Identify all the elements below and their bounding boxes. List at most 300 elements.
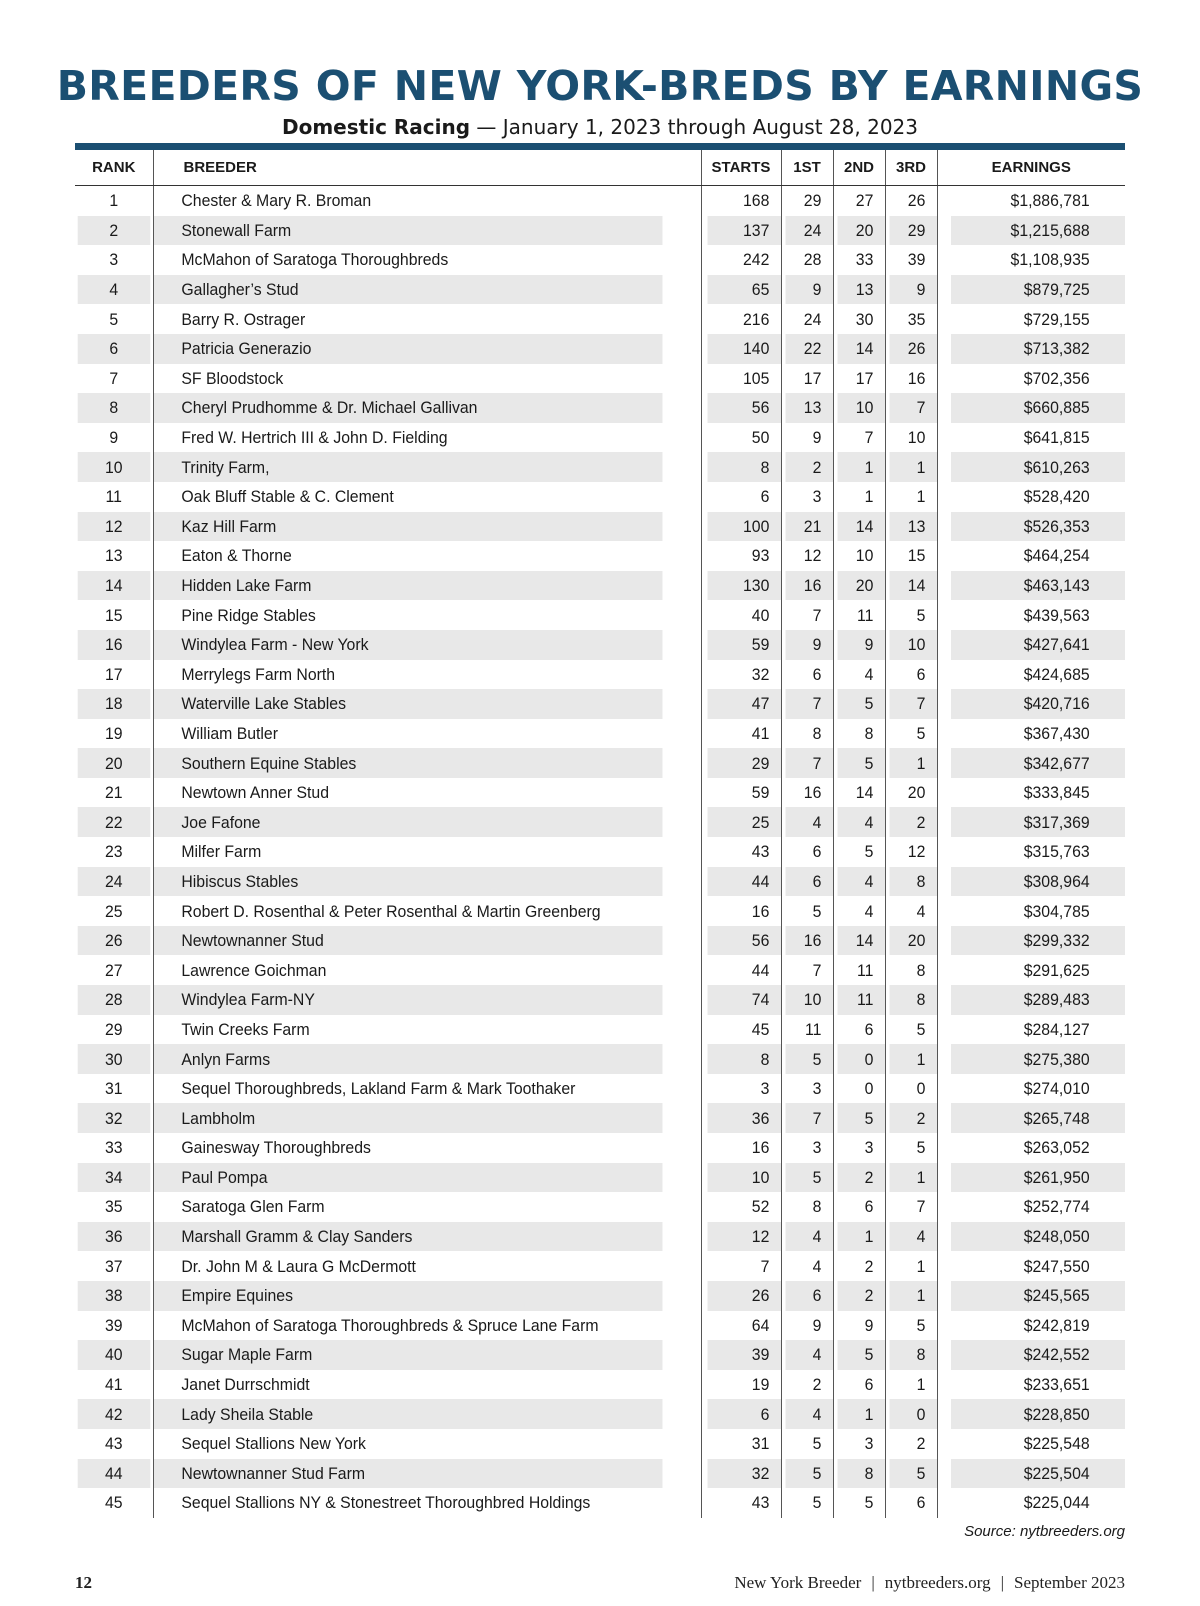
cell-breeder: Gainesway Thoroughbreds [153,1133,663,1163]
table-row [75,186,1125,216]
cell-rank: 12 [78,512,151,542]
cell-2nd: 7 [837,423,885,453]
title-rule [75,143,1125,150]
cell-2nd: 1 [837,452,885,482]
cell-starts: 36 [707,1103,781,1133]
cell-starts: 6 [707,482,781,512]
cell-breeder: Windylea Farm - New York [153,630,663,660]
table-row [75,1311,1125,1341]
cell-1st: 6 [785,660,833,690]
cell-rank: 37 [104,1256,123,1276]
cell-2nd: 10 [837,541,885,571]
table-row [75,1192,1125,1222]
cell-earnings: $304,785 [950,896,1125,926]
cell-2nd: 2 [837,1281,885,1311]
subtitle [0,115,1200,139]
cell-earnings: $317,369 [950,807,1125,837]
cell-3rd: 1 [889,1251,937,1281]
cell-3rd: 20 [889,926,937,956]
footer-date: September 2023 [1014,1573,1125,1592]
header-rank: RANK [75,150,153,186]
cell-starts: 7 [707,1251,781,1281]
cell-earnings: $242,552 [950,1340,1125,1370]
cell-earnings: $247,550 [950,1251,1125,1281]
cell-1st: 17 [785,364,833,394]
cell-1st: 4 [785,1222,833,1252]
cell-1st: 4 [785,1399,833,1429]
cell-3rd: 5 [889,1015,937,1045]
cell-breeder: William Butler [153,719,663,749]
cell-starts: 41 [707,719,781,749]
cell-earnings: $526,353 [950,512,1125,542]
cell-starts: 43 [707,1488,781,1518]
cell-2nd: 0 [837,1074,885,1104]
cell-1st: 13 [785,393,833,423]
cell-breeder: Janet Durrschmidt [153,1370,663,1400]
table-row [75,1281,1125,1311]
cell-1st: 9 [785,630,833,660]
cell-rank: 13 [104,546,123,566]
cell-3rd: 4 [889,1222,937,1252]
cell-breeder: Merrylegs Farm North [153,660,663,690]
table-row [75,452,1125,482]
cell-rank: 24 [78,867,151,897]
cell-starts: 52 [707,1192,781,1222]
cell-1st: 6 [785,867,833,897]
page-footer [75,1573,1125,1597]
cell-starts: 100 [707,512,781,542]
table-row [75,393,1125,423]
cell-rank: 25 [104,901,123,921]
cell-earnings: $610,263 [950,452,1125,482]
cell-rank: 6 [78,334,151,364]
cell-breeder: McMahon of Saratoga Thoroughbreds [153,245,663,275]
cell-rank: 38 [78,1281,151,1311]
cell-starts: 44 [707,955,781,985]
cell-1st: 5 [785,1488,833,1518]
table-row [75,541,1125,571]
cell-1st: 2 [785,452,833,482]
cell-starts: 12 [707,1222,781,1252]
cell-rank: 27 [104,960,123,980]
cell-breeder: Newtownanner Stud Farm [153,1459,663,1489]
cell-2nd: 20 [837,216,885,246]
cell-2nd: 14 [837,512,885,542]
cell-breeder: Hidden Lake Farm [153,571,663,601]
cell-breeder: Pine Ridge Stables [153,600,663,630]
cell-3rd: 12 [889,837,937,867]
cell-starts: 16 [707,896,781,926]
footer-separator: | [871,1573,875,1592]
cell-rank: 33 [104,1138,123,1158]
cell-rank: 5 [109,309,119,329]
cell-rank: 44 [78,1459,151,1489]
table-row [75,1429,1125,1459]
cell-rank: 14 [78,571,151,601]
cell-breeder: Saratoga Glen Farm [153,1192,663,1222]
cell-rank: 29 [104,1019,123,1039]
cell-starts: 45 [707,1015,781,1045]
header-3rd: 3RD [885,150,937,186]
table-row [75,955,1125,985]
cell-rank: 41 [104,1375,123,1395]
table-row [75,896,1125,926]
cell-3rd: 9 [889,275,937,305]
cell-rank: 40 [78,1340,151,1370]
cell-3rd: 1 [889,1163,937,1193]
cell-rank: 16 [78,630,151,660]
cell-starts: 47 [707,689,781,719]
cell-starts: 16 [707,1133,781,1163]
cell-earnings: $879,725 [950,275,1125,305]
cell-1st: 7 [785,600,833,630]
cell-rank: 26 [78,926,151,956]
cell-3rd: 26 [889,186,937,216]
cell-rank: 43 [104,1434,123,1454]
table-row [75,1222,1125,1252]
cell-rank: 18 [78,689,151,719]
table-row [75,1015,1125,1045]
cell-earnings: $233,651 [950,1370,1125,1400]
cell-earnings: $284,127 [950,1015,1125,1045]
table-row [75,1340,1125,1370]
table-row [75,1370,1125,1400]
cell-breeder: Southern Equine Stables [153,748,663,778]
table-row [75,423,1125,453]
table-row [75,1488,1125,1518]
cell-1st: 8 [785,1192,833,1222]
cell-breeder: Sequel Stallions NY & Stonestreet Thoroughbred Holdings [153,1488,663,1518]
cell-2nd: 20 [837,571,885,601]
cell-earnings: $299,332 [950,926,1125,956]
cell-1st: 9 [785,423,833,453]
cell-1st: 4 [785,1340,833,1370]
cell-2nd: 5 [837,1340,885,1370]
cell-earnings: $342,677 [950,748,1125,778]
cell-breeder: Paul Pompa [153,1163,663,1193]
cell-breeder: Fred W. Hertrich III & John D. Fielding [153,423,663,453]
cell-starts: 25 [707,807,781,837]
cell-3rd: 6 [889,660,937,690]
cell-3rd: 7 [889,393,937,423]
cell-2nd: 14 [837,334,885,364]
cell-1st: 21 [785,512,833,542]
cell-rank: 4 [78,275,151,305]
cell-earnings: $289,483 [950,985,1125,1015]
table-row [75,1163,1125,1193]
table-row [75,512,1125,542]
table-row [75,600,1125,630]
table-row [75,689,1125,719]
table-row [75,364,1125,394]
cell-3rd: 20 [889,778,937,808]
footer-separator: | [1000,1573,1005,1592]
cell-1st: 9 [785,275,833,305]
cell-1st: 10 [785,985,833,1015]
cell-3rd: 39 [889,245,937,275]
cell-3rd: 1 [889,452,937,482]
cell-breeder: Patricia Generazio [153,334,663,364]
subtitle-date-range: — January 1, 2023 through August 28, 2023 [470,115,918,139]
header-starts: STARTS [701,150,781,186]
table-row [75,837,1125,867]
table-row [75,1103,1125,1133]
cell-1st: 28 [785,245,833,275]
table-row [75,1399,1125,1429]
cell-breeder: Twin Creeks Farm [153,1015,663,1045]
cell-rank: 19 [104,723,123,743]
cell-starts: 59 [707,778,781,808]
cell-breeder: Chester & Mary R. Broman [153,186,663,216]
cell-3rd: 13 [889,512,937,542]
cell-3rd: 10 [889,423,937,453]
cell-rank: 42 [78,1399,151,1429]
cell-3rd: 26 [889,334,937,364]
cell-3rd: 5 [889,1459,937,1489]
cell-breeder: SF Bloodstock [153,364,663,394]
cell-2nd: 4 [837,660,885,690]
cell-earnings: $315,763 [950,837,1125,867]
cell-rank: 32 [78,1103,151,1133]
cell-3rd: 2 [889,1429,937,1459]
cell-2nd: 4 [837,867,885,897]
cell-breeder: Anlyn Farms [153,1044,663,1074]
cell-breeder: Lady Sheila Stable [153,1399,663,1429]
cell-1st: 16 [785,571,833,601]
cell-earnings: $265,748 [950,1103,1125,1133]
cell-breeder: Dr. John M & Laura G McDermott [153,1251,663,1281]
cell-starts: 242 [707,245,781,275]
cell-earnings: $225,044 [950,1488,1125,1518]
cell-breeder: Milfer Farm [153,837,663,867]
cell-earnings: $228,850 [950,1399,1125,1429]
table-body [75,186,1125,1518]
cell-3rd: 15 [889,541,937,571]
cell-rank: 8 [78,393,151,423]
table-row [75,985,1125,1015]
cell-earnings: $1,108,935 [950,245,1125,275]
cell-1st: 5 [785,1429,833,1459]
cell-3rd: 14 [889,571,937,601]
cell-2nd: 4 [837,807,885,837]
cell-3rd: 8 [889,1340,937,1370]
cell-starts: 6 [707,1399,781,1429]
cell-earnings: $1,886,781 [950,186,1125,216]
cell-1st: 2 [785,1370,833,1400]
cell-3rd: 5 [889,719,937,749]
cell-2nd: 6 [837,1015,885,1045]
cell-1st: 16 [785,926,833,956]
cell-breeder: Sequel Thoroughbreds, Lakland Farm & Mark Toothaker [153,1074,663,1104]
table-row [75,216,1125,246]
cell-earnings: $261,950 [950,1163,1125,1193]
cell-3rd: 2 [889,807,937,837]
cell-3rd: 1 [889,1044,937,1074]
cell-starts: 10 [707,1163,781,1193]
cell-1st: 7 [785,955,833,985]
cell-2nd: 5 [837,748,885,778]
cell-3rd: 1 [889,748,937,778]
cell-earnings: $333,845 [950,778,1125,808]
cell-rank: 9 [109,428,119,448]
cell-breeder: Kaz Hill Farm [153,512,663,542]
cell-2nd: 30 [837,304,885,334]
cell-2nd: 2 [837,1251,885,1281]
table-row [75,1044,1125,1074]
table-row [75,571,1125,601]
cell-starts: 32 [707,660,781,690]
cell-earnings: $702,356 [950,364,1125,394]
cell-rank: 31 [104,1079,123,1099]
cell-starts: 216 [707,304,781,334]
cell-earnings: $274,010 [950,1074,1125,1104]
cell-3rd: 8 [889,985,937,1015]
cell-3rd: 1 [889,1370,937,1400]
cell-3rd: 8 [889,867,937,897]
cell-2nd: 1 [837,1399,885,1429]
table-row [75,719,1125,749]
cell-breeder: Joe Fafone [153,807,663,837]
cell-3rd: 8 [889,955,937,985]
table-row [75,1251,1125,1281]
cell-rank: 23 [104,842,123,862]
cell-earnings: $420,716 [950,689,1125,719]
cell-1st: 16 [785,778,833,808]
cell-rank: 30 [78,1044,151,1074]
page-title: BREEDERS OF NEW YORK-BREDS BY EARNINGS [56,62,1144,110]
cell-2nd: 3 [837,1133,885,1163]
cell-2nd: 27 [837,186,885,216]
cell-3rd: 5 [889,1311,937,1341]
cell-2nd: 17 [837,364,885,394]
cell-1st: 5 [785,1459,833,1489]
cell-2nd: 13 [837,275,885,305]
cell-starts: 64 [707,1311,781,1341]
cell-earnings: $308,964 [950,867,1125,897]
header-2nd: 2ND [833,150,885,186]
cell-breeder: Sequel Stallions New York [153,1429,663,1459]
cell-breeder: Cheryl Prudhomme & Dr. Michael Gallivan [153,393,663,423]
cell-rank: 17 [104,664,123,684]
cell-3rd: 5 [889,600,937,630]
cell-3rd: 16 [889,364,937,394]
cell-1st: 7 [785,689,833,719]
cell-1st: 3 [785,1074,833,1104]
cell-2nd: 5 [837,837,885,867]
cell-earnings: $463,143 [950,571,1125,601]
cell-rank: 20 [78,748,151,778]
cell-starts: 31 [707,1429,781,1459]
cell-starts: 50 [707,423,781,453]
table-row [75,778,1125,808]
cell-earnings: $245,565 [950,1281,1125,1311]
cell-rank: 28 [78,985,151,1015]
cell-earnings: $528,420 [950,482,1125,512]
cell-2nd: 9 [837,630,885,660]
cell-2nd: 10 [837,393,885,423]
cell-starts: 168 [707,186,781,216]
header-earnings: EARNINGS [937,150,1125,186]
cell-starts: 140 [707,334,781,364]
cell-starts: 56 [707,926,781,956]
table-row [75,807,1125,837]
cell-3rd: 0 [889,1399,937,1429]
cell-1st: 11 [785,1015,833,1045]
subtitle-strong: Domestic Racing [282,115,471,139]
cell-2nd: 4 [837,896,885,926]
earnings-table [75,150,1125,1518]
cell-1st: 5 [785,1044,833,1074]
cell-earnings: $641,815 [950,423,1125,453]
cell-breeder: Empire Equines [153,1281,663,1311]
cell-starts: 43 [707,837,781,867]
cell-breeder: Windylea Farm-NY [153,985,663,1015]
cell-2nd: 2 [837,1163,885,1193]
cell-1st: 24 [785,216,833,246]
table-row [75,245,1125,275]
cell-2nd: 11 [837,600,885,630]
cell-2nd: 3 [837,1429,885,1459]
cell-1st: 8 [785,719,833,749]
cell-1st: 4 [785,807,833,837]
cell-3rd: 35 [889,304,937,334]
cell-3rd: 6 [889,1488,937,1518]
cell-3rd: 4 [889,896,937,926]
cell-starts: 26 [707,1281,781,1311]
cell-starts: 3 [707,1074,781,1104]
cell-breeder: Lambholm [153,1103,663,1133]
cell-rank: 3 [109,250,119,270]
cell-earnings: $424,685 [950,660,1125,690]
cell-1st: 12 [785,541,833,571]
cell-1st: 5 [785,896,833,926]
cell-3rd: 5 [889,1133,937,1163]
cell-earnings: $225,504 [950,1459,1125,1489]
cell-earnings: $248,050 [950,1222,1125,1252]
cell-earnings: $439,563 [950,600,1125,630]
cell-starts: 29 [707,748,781,778]
cell-1st: 29 [785,186,833,216]
cell-earnings: $242,819 [950,1311,1125,1341]
cell-3rd: 0 [889,1074,937,1104]
header-1st: 1ST [781,150,833,186]
table-row [75,630,1125,660]
cell-2nd: 5 [837,1488,885,1518]
table-row [75,482,1125,512]
cell-1st: 7 [785,1103,833,1133]
cell-rank: 1 [109,191,119,211]
cell-2nd: 9 [837,1311,885,1341]
cell-2nd: 11 [837,985,885,1015]
cell-starts: 74 [707,985,781,1015]
cell-rank: 39 [104,1315,123,1335]
source-note: Source: nytbreeders.org [964,1523,1125,1540]
table-row [75,660,1125,690]
cell-starts: 56 [707,393,781,423]
page-number: 12 [75,1573,92,1592]
cell-breeder: Robert D. Rosenthal & Peter Rosenthal & Martin Greenberg [153,896,663,926]
cell-breeder: Newtown Anner Stud [153,778,663,808]
footer-publication: New York Breeder [734,1573,862,1592]
cell-3rd: 7 [889,689,937,719]
cell-breeder: Gallagher’s Stud [153,275,663,305]
cell-2nd: 11 [837,955,885,985]
cell-starts: 105 [707,364,781,394]
table-row [75,275,1125,305]
cell-earnings: $263,052 [950,1133,1125,1163]
cell-breeder: Stonewall Farm [153,216,663,246]
cell-1st: 6 [785,1281,833,1311]
